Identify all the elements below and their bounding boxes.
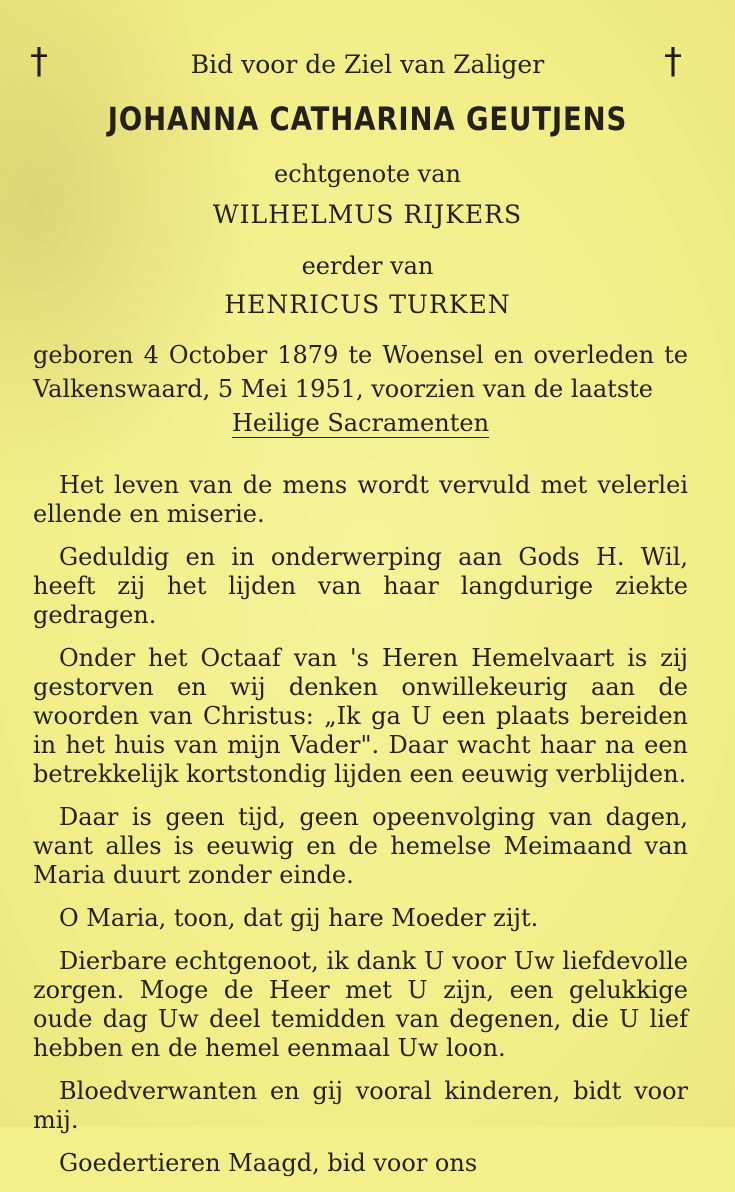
card-heading: Bid voor de Ziel van Zaliger	[190, 50, 545, 79]
deceased-name: JOHANNA CATHARINA GEUTJENS	[107, 100, 628, 138]
paragraph: Bloedverwanten en gij vooral kinderen, bidt voor mij.	[33, 1077, 688, 1134]
paragraph: Goedertieren Maagd, bid voor ons	[59, 1149, 478, 1177]
sacraments-text: Heilige Sacramenten	[231, 409, 490, 437]
former-intro: eerder van	[301, 252, 434, 280]
sacraments-line	[33, 406, 688, 440]
paragraph: Het leven van de mens wordt vervuld met velerlei ellende en miserie.	[33, 471, 688, 528]
paragraph: Geduldig en in onderwerping aan Gods H. Wil, heeft zij het lijden van haar langdurige ziekte gedragen.	[33, 543, 688, 629]
birth-death-text	[33, 338, 688, 440]
spouse-name: WILHELMUS RIJKERS	[212, 200, 523, 229]
paragraph: Dierbare echtgenoot, ik dank U voor Uw liefdevolle zorgen. Moge de Heer met U zijn, een gelukkige oude dag Uw deel temidden van degenen, die U lief hebben en de hemel eenmaal Uw loon.	[33, 947, 688, 1062]
paragraph: O Maria, toon, dat gij hare Moeder zijt.	[59, 904, 539, 932]
former-spouse-name: HENRICUS TURKEN	[224, 290, 511, 319]
card-body	[33, 471, 688, 1192]
cross-icon-right: †	[664, 41, 682, 82]
birth-death-line: geboren 4 October 1879 te Woensel en overleden te Valkenswaard, 5 Mei 1951, voorzien van de laatste	[33, 341, 688, 403]
spouse-intro: echtgenote van	[273, 160, 462, 188]
paragraph: Onder het Octaaf van 's Heren Hemelvaart is zij gestorven en wij denken onwillekeurig aan de woorden van Christus: „Ik ga U een plaats bereiden in het huis van mijn Vader". Daar wacht haar na een betrekkelijk kortstondig lijden een eeuwig verblijden.	[33, 644, 688, 788]
cross-icon-left: †	[30, 41, 48, 82]
paragraph: Daar is geen tijd, geen opeenvolging van dagen, want alles is eeuwig en de hemelse Meimaand van Maria duurt zonder einde.	[33, 803, 688, 889]
